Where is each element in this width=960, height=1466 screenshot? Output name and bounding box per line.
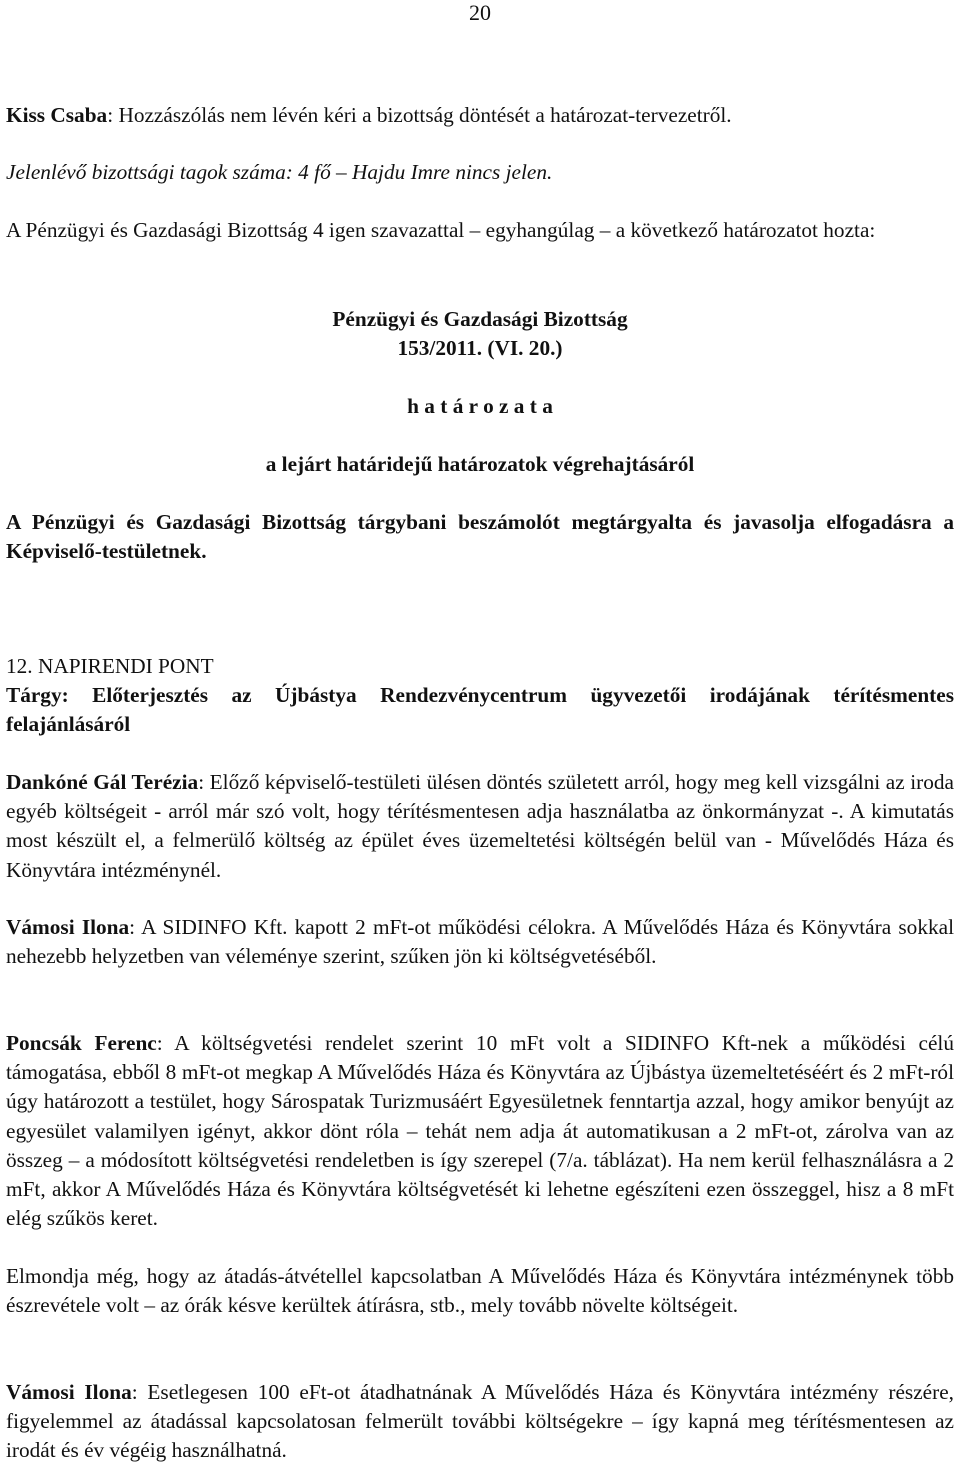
paragraph-elmondja: Elmondja még, hogy az átadás-átvétellel kapcsolatban A Művelődés Háza és Könyvtára intézménynek több észrevétele volt – az órák késve kerültek átírásra, stb., mely tovább növelte költségeit. (6, 1264, 954, 1318)
resolution-body: A Pénzügyi és Gazdasági Bizottság tárgybani beszámolót megtárgyalta és javasolja elfogadásra a Képviselő-testületnek. (6, 510, 954, 564)
speaker-name: Kiss Csaba (6, 103, 108, 127)
paragraph-vamosi-1 (6, 913, 954, 971)
resolution-label: h a t á r o z a t a (407, 394, 553, 418)
speaker-name: Vámosi Ilona (6, 915, 130, 939)
paragraph-text: : Esetlegesen 100 eFt-ot átadhatnának A Művelődés Háza és Könyvtára intézmény részére, figyelemmel az átadással kapcsolatosan felmerült további költségekre – így kapná meg térítésmentesen az irodát és év végéig használhatná. (6, 1380, 954, 1463)
paragraph-vamosi-2 (6, 1378, 954, 1466)
resolution-committee: Pénzügyi és Gazdasági Bizottság (332, 307, 628, 331)
paragraph-kiss-csaba (6, 101, 954, 130)
resolution-subject: a lejárt határidejű határozatok végrehajtásáról (265, 452, 695, 476)
speaker-name: Vámosi Ilona (6, 1380, 132, 1404)
vote-paragraph: A Pénzügyi és Gazdasági Bizottság 4 igen szavazattal – egyhangúlag – a következő határozatot hozta: (6, 218, 876, 242)
resolution-number: 153/2011. (VI. 20.) (397, 336, 563, 360)
page-number: 20 (469, 0, 491, 25)
attendance-line: Jelenlévő bizottsági tagok száma: 4 fő – Hajdu Imre nincs jelen. (6, 160, 553, 184)
paragraph-text: : Előző képviselő-testületi ülésen döntés született arról, hogy meg kell vizsgálni az iroda egyéb költségeit - arról már szó volt, hogy térítésmentesen adja használatba az önkormányzat -. A kimutatás most készült el, a felmerülő költség az épület éves üzemeltetési költségén belül van - Művelődés Háza és Könyvtára intézménynél. (6, 770, 955, 882)
paragraph-poncsak (6, 1029, 954, 1233)
paragraph-text: : A költségvetési rendelet szerint 10 mFt volt a SIDINFO Kft-nek a működési célú támogatása, ebből 8 mFt-ot megkap A Művelődés Háza és Könyvtára az Újbástya üzemeltetéséért és 2 mFt-ról úgy határozott a testület, hogy Sárospatak Turizmusáért Egyesületnek fenntartja azzal, hogy amikor benyújt az egyesület valamilyen igényt, akkor dönt róla – tehát nem adja át automatikusan a 2 mFt-ot, zárolva van az összeg – a módosított költségvetési rendeletben is így szerepel (7/a. táblázat). Ha nem kerül felhasználásra a 2 mFt, akkor A Művelődés Háza és Könyvtára költségvetését ki lehetne egészíteni ezen összeggel, hisz a 8 mFt elég szűkös keret. (6, 1031, 954, 1231)
speaker-name: Dankóné Gál Terézia (6, 770, 199, 794)
agenda-heading: 12. NAPIRENDI PONT (6, 654, 214, 678)
paragraph-dankone (6, 768, 954, 885)
speaker-name: Poncsák Ferenc (6, 1031, 157, 1055)
agenda-subject: Tárgy: Előterjesztés az Újbástya Rendezvénycentrum ügyvezetői irodájának térítésmentes felajánlásáról (6, 683, 954, 737)
paragraph-text: : A SIDINFO Kft. kapott 2 mFt-ot működési célokra. A Művelődés Háza és Könyvtára sokkal nehezebb helyzetben van véleménye szerint, szűken jön ki költségvetéséből. (6, 915, 954, 969)
paragraph-text: : Hozzászólás nem lévén kéri a bizottság döntését a határozat-tervezetről. (107, 103, 732, 127)
